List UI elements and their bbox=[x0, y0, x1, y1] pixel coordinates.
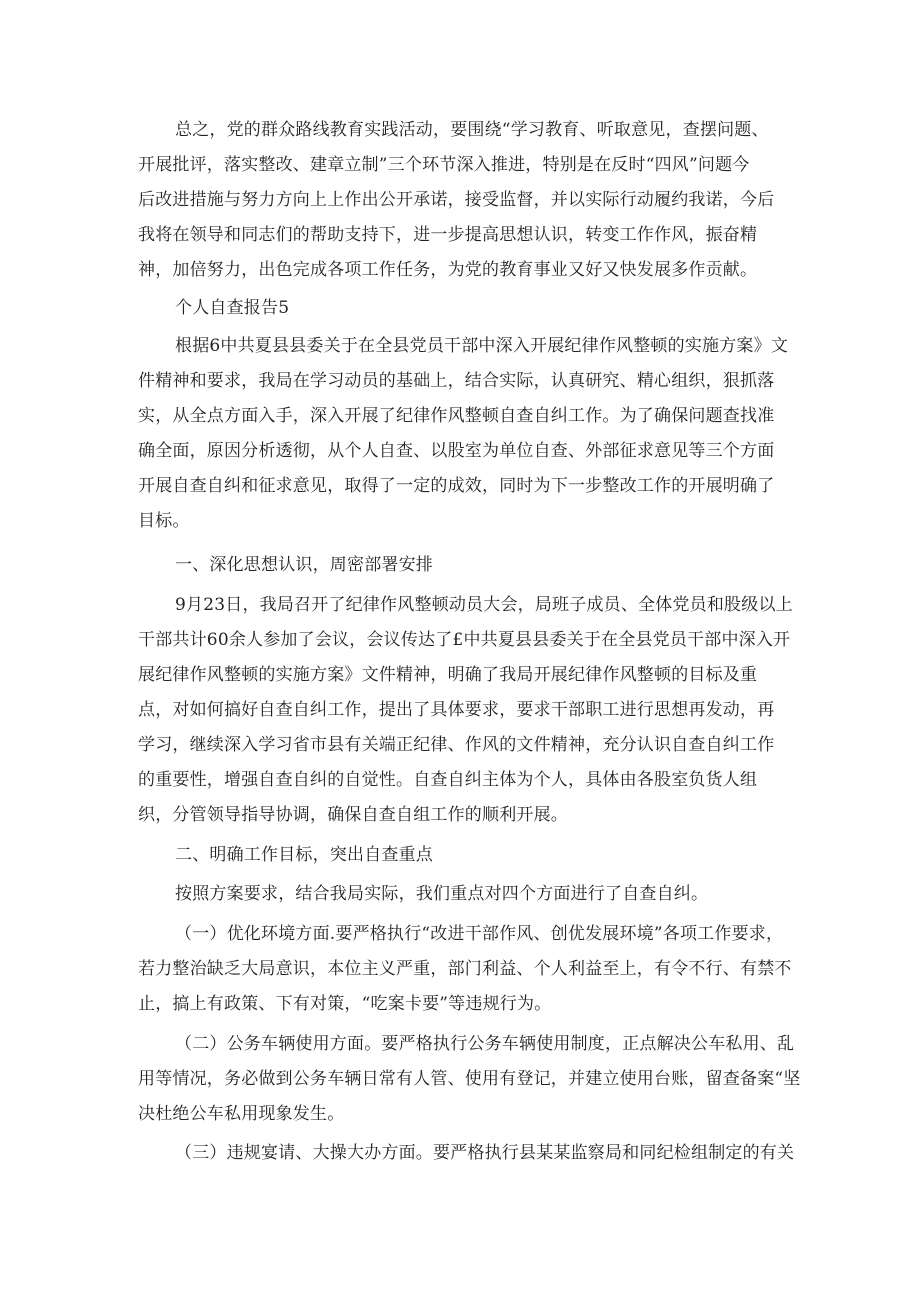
paragraph-line: 开展批评，落实整改、建章立制”三个环节深入推进，特别是在反时“四风”问题今 bbox=[138, 155, 750, 175]
paragraph-line: 展纪律作风整顿的实施方案》文件精神，明确了我局开展纪律作风整顿的目标及重 bbox=[138, 665, 758, 685]
paragraph-line: 用等情况，务必做到公务车辆日常有人管、使用有登记，并建立使用台账，留查备案“坚 bbox=[138, 1069, 801, 1089]
paragraph-line: 按照方案要求，结合我局实际，我们重点对四个方面进行了自查自纠。 bbox=[175, 884, 709, 904]
paragraph-line: 神，加倍努力，出色完成各项工作任务，为党的教育事业又好又快发展多作贡献。 bbox=[138, 260, 758, 280]
paragraph-line: 总之，党的群众路线教育实践活动，要围绕“学习教育、听取意见，查摆问题、 bbox=[175, 120, 769, 140]
paragraph-line: 止，搞上有政策、下有对策，“吃案卡要”等违规行为。 bbox=[138, 994, 552, 1014]
paragraph-line: 干部共计60余人参加了会议，会议传达了£中共夏县县委关于在全县党员干部中深入开 bbox=[138, 630, 791, 650]
paragraph-line: 点，对如何搞好自查自纠工作，提出了具体要求，要求干部职工进行思想再发动，再 bbox=[138, 700, 775, 720]
paragraph-line: 决杜绝公车私用现象发生。 bbox=[138, 1104, 345, 1124]
paragraph-line: 9月23日，我局召开了纪律作风整顿动员大会，局班子成员、全体党员和股级以上 bbox=[175, 595, 793, 615]
paragraph-line: （一）优化环境方面.要严格执行“改进干部作风、创优发展环境”各项工作要求， bbox=[175, 924, 784, 944]
paragraph-line: 开展自查自纠和征求意见，取得了一定的成效，同时为下一步整改工作的开展明确了 bbox=[138, 476, 775, 496]
paragraph-line: 确全面，原因分析透彻，从个人自查、以股室为单位自查、外部征求意见等三个方面 bbox=[138, 441, 775, 461]
paragraph-line: 实，从全点方面入手，深入开展了纪律作风整顿自查自纠工作。为了确保问题查找准 bbox=[138, 406, 775, 426]
paragraph-line: 学习，继续深入学习省市县有关端正纪律、作风的文件精神，充分认识自查自纠工作 bbox=[138, 735, 775, 755]
paragraph-line: 若力整治缺乏大局意识，本位主义严重，部门利益、个人利益至上，有令不行、有禁不 bbox=[138, 959, 792, 979]
paragraph-line: 目标。 bbox=[138, 511, 190, 531]
paragraph-line: 织，分管领导指导协调，确保自查自组工作的顺利开展。 bbox=[138, 805, 568, 825]
section-heading: 一、深化思想认识，周密部署安排 bbox=[175, 555, 433, 575]
paragraph-line: （二）公务车辆使用方面。要严格执行公务车辆使用制度，正点解决公车私用、乱 bbox=[175, 1034, 795, 1054]
section-heading: 个人自查报告5 bbox=[175, 298, 290, 318]
paragraph-line: 我将在领导和同志们的帮助支持下，进一步提高思想认识，转变工作作风，振奋精 bbox=[138, 225, 758, 245]
section-heading: 二、明确工作目标，突出自查重点 bbox=[175, 845, 433, 865]
paragraph-line: 后改进措施与努力方向上上作出公开承诺，接受监督，并以实际行动履约我诺，今后 bbox=[138, 190, 775, 210]
paragraph-line: 件精神和要求，我局在学习动员的基础上，结合实际，认真研究、精心组织，狠抓落 bbox=[138, 371, 775, 391]
paragraph-line: 的重要性，增强自查自纠的自觉性。自查自纠主体为个人，具体由各股室负货人组 bbox=[138, 770, 758, 790]
paragraph-line: （三）违规宴请、大操大办方面。要严格执行县某某监察局和同纪检组制定的有关 bbox=[175, 1143, 795, 1163]
paragraph-line: 根据6中共夏县县委关于在全县党员干部中深入开展纪律作风整顿的实施方案》文 bbox=[175, 336, 789, 356]
